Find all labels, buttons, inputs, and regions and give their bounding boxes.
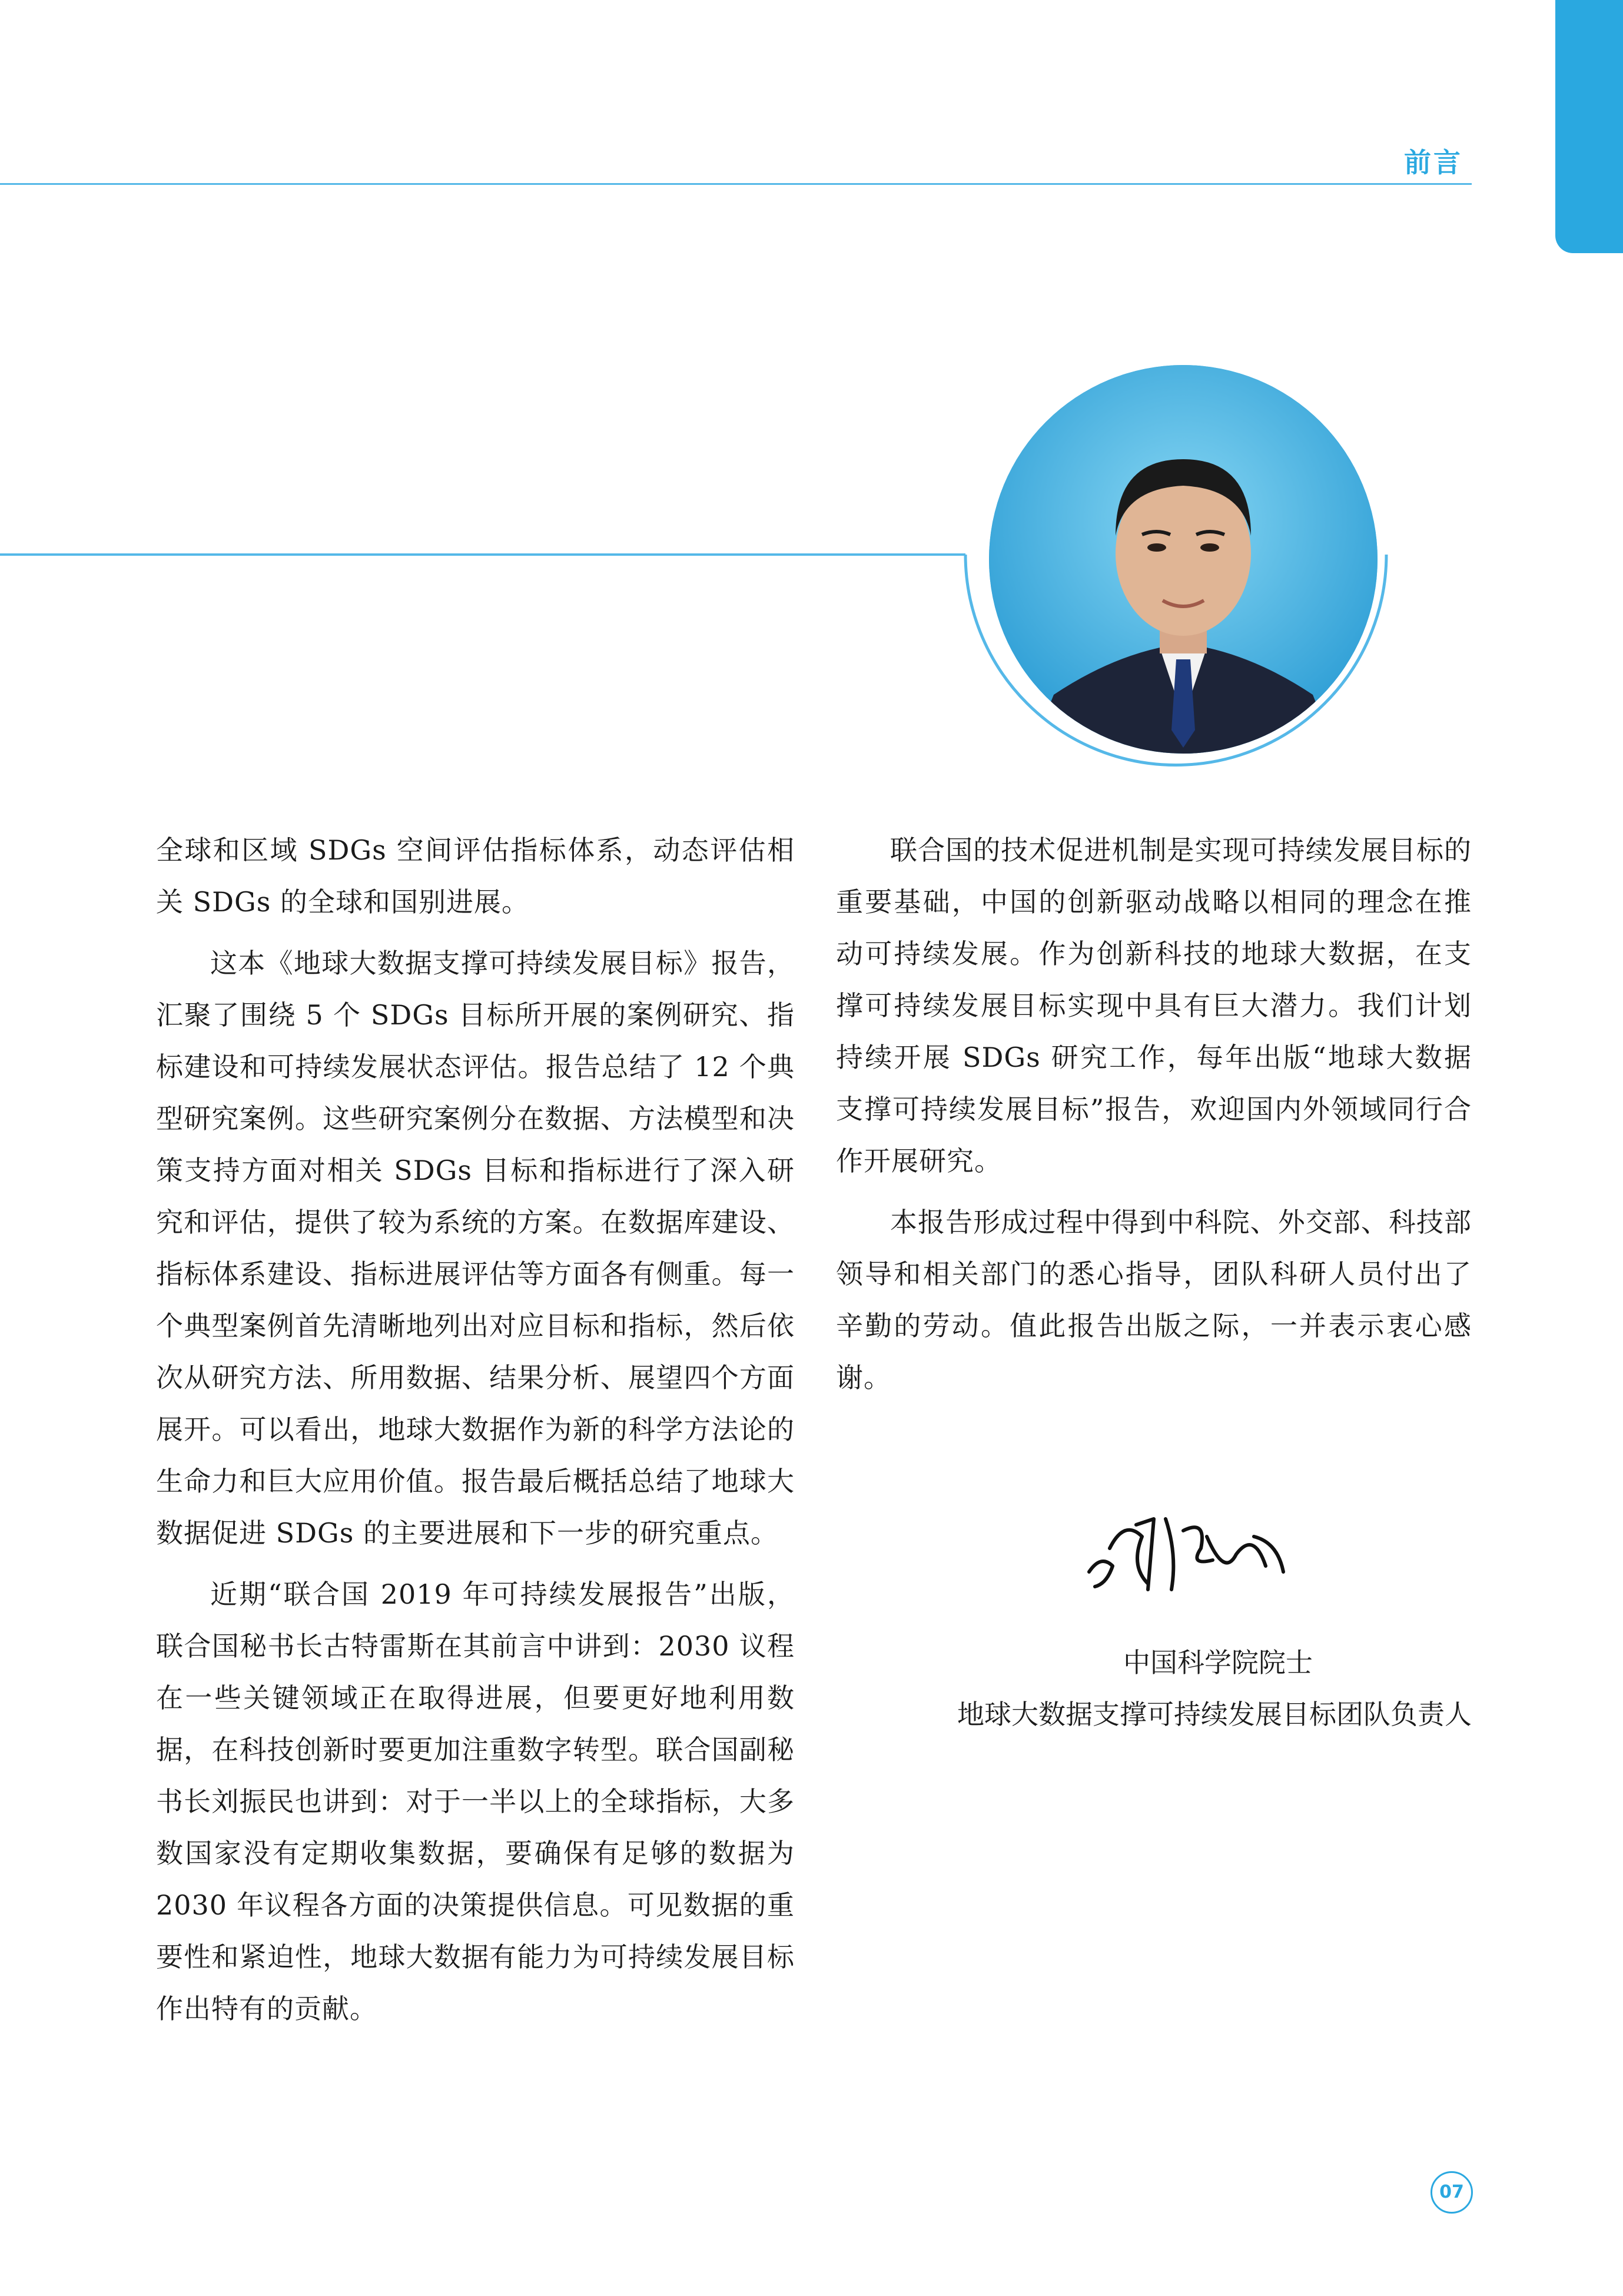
paragraph: 近期“联合国 2019 年可持续发展报告”出版，联合国秘书长古特雷斯在其前言中讲到：2030 议程在一些关键领域正在取得进展，但要更好地利用数据，在科技创新时要更加注重数字转型。联合国副秘书长刘振民也讲到：对于一半以上的全球指标，大多数国家没有定期收集数据，要确保有足够的数据为 2030 年议程各方面的决策提供信息。可见数据的重要性和紧迫性，地球大数据有能力为可持续发展目标作出特有的贡献。 [156, 1578, 795, 2025]
author-portrait [989, 365, 1378, 754]
handwritten-signature [1077, 1484, 1301, 1601]
paragraph: 本报告形成过程中得到中科院、外交部、科技部领导和相关部门的悉心指导，团队科研人员付出了辛勤的劳动。值此报告出版之际，一并表示衷心感谢。 [836, 1206, 1472, 1393]
signature-role: 地球大数据支撑可持续发展目标团队负责人 [957, 1698, 1472, 1730]
page-number: 07 [1431, 2171, 1473, 2214]
signature-block [836, 1637, 1472, 1740]
paragraph: 联合国的技术促进机制是实现可持续发展目标的重要基础，中国的创新驱动战略以相同的理念在推动可持续发展。作为创新科技的地球大数据，在支撑可持续发展目标实现中具有巨大潜力。我们计划持续开展 SDGs 研究工作，每年出版“地球大数据支撑可持续发展目标”报告，欢迎国内外领域同行合作开展研究。 [836, 834, 1472, 1177]
left-column [156, 824, 795, 2044]
paragraph: 这本《地球大数据支撑可持续发展目标》报告，汇聚了围绕 5 个 SDGs 目标所开展的案例研究、指标建设和可持续发展状态评估。报告总结了 12 个典型研究案例。这些研究案例分在数据、方法模型和决策支持方面对相关 SDGs 目标和指标进行了深入研究和评估，提供了较为系统的方案。在数据库建设、指标体系建设、指标进展评估等方面各有侧重。每一个典型案例首先清晰地列出对应目标和指标，然后依次从研究方法、所用数据、结果分析、展望四个方面展开。可以看出，地球大数据作为新的科学方法论的生命力和巨大应用价值。报告最后概括总结了地球大数据促进 SDGs 的主要进展和下一步的研究重点。 [156, 947, 795, 1549]
right-column [836, 824, 1472, 1413]
side-tab [1555, 0, 1623, 253]
paragraph: 全球和区域 SDGs 空间评估指标体系，动态评估相关 SDGs 的全球和国别进展。 [156, 834, 795, 918]
header-rule [0, 183, 1472, 185]
section-title: 前言 [1404, 147, 1463, 178]
signature-title: 中国科学院院士 [1123, 1647, 1313, 1678]
decorative-line [0, 353, 1623, 777]
